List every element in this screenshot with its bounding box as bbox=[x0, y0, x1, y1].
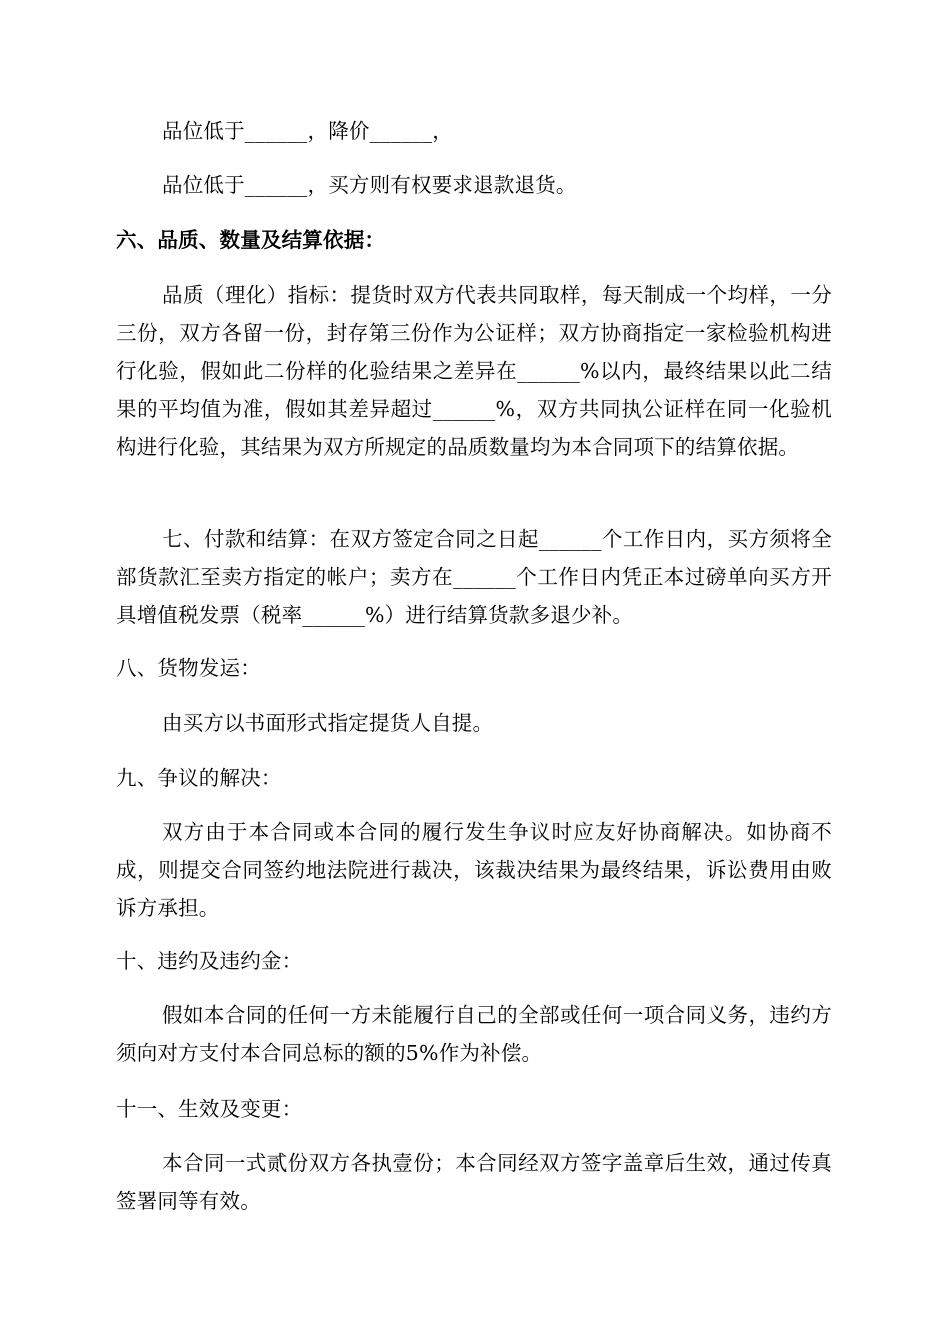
paragraph-grade-refund: 品位低于______，买方则有权要求退款退货。 bbox=[162, 173, 577, 197]
heading-section-11: 十一、生效及变更： bbox=[116, 1097, 303, 1121]
paragraph-effectiveness: 本合同一式贰份双方各执壹份；本合同经双方签字盖章后生效，通过传真签署同等有效。 bbox=[116, 1151, 832, 1213]
heading-section-9: 九、争议的解决： bbox=[116, 766, 282, 790]
heading-section-10: 十、违约及违约金： bbox=[116, 949, 303, 973]
paragraph-delivery: 由买方以书面形式指定提货人自提。 bbox=[162, 711, 494, 735]
paragraph-quality-indicators: 品质（理化）指标：提货时双方代表共同取样，每天制成一个均样，一分三份，双方各留一份，封存第三份作为公证样；双方协商指定一家检验机构进行化验，假如此二份样的化验结果之差异在______%以内，最终结果以此二结果的平均值为准，假如其差异超过______%，双方共同执公证样在同一化验机构进行化验，其结果为双方所规定的品质数量均为本合同项下的结算依据。 bbox=[116, 283, 832, 459]
heading-section-6: 六、品质、数量及结算依据： bbox=[116, 228, 386, 252]
heading-section-8: 八、货物发运： bbox=[116, 656, 261, 680]
paragraph-breach-penalty: 假如本合同的任何一方未能履行自己的全部或任何一项合同义务，违约方须向对方支付本合同总标的额的5%作为补偿。 bbox=[116, 1003, 832, 1065]
paragraph-payment-settlement: 七、付款和结算：在双方签定合同之日起______个工作日内，买方须将全部货款汇至卖方指定的帐户；卖方在______个工作日内凭正本过磅单向买方开具增值税发票（税率______%）进行结算货款多退少补。 bbox=[116, 527, 832, 627]
paragraph-grade-price-reduction: 品位低于______，降价______， bbox=[162, 119, 453, 143]
paragraph-dispute-resolution: 双方由于本合同或本合同的履行发生争议时应友好协商解决。如协商不成，则提交合同签约地法院进行裁决，该裁决结果为最终结果，诉讼费用由败诉方承担。 bbox=[116, 820, 832, 920]
